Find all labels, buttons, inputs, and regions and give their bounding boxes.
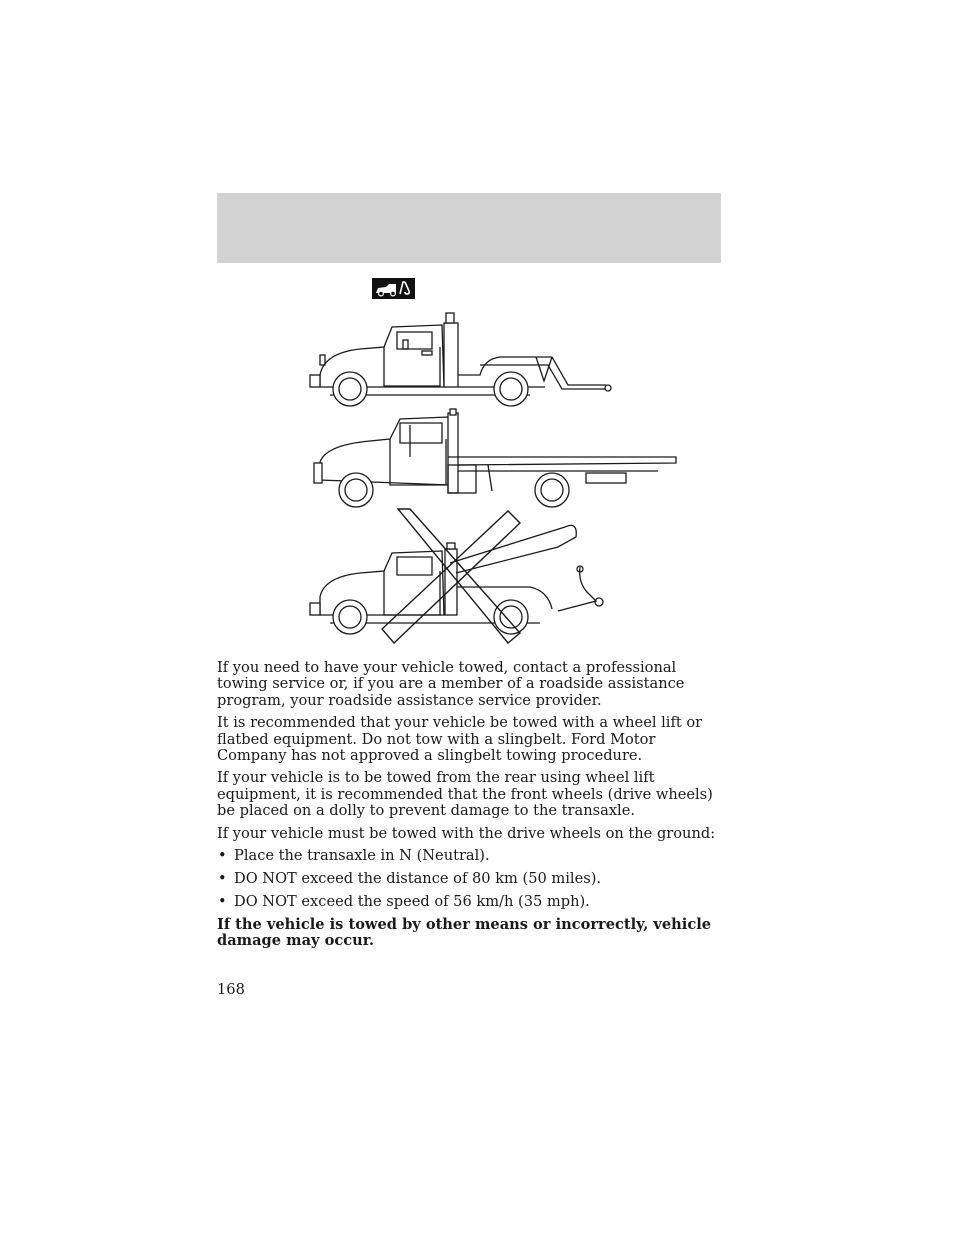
bullet-icon: • (218, 847, 227, 865)
paragraph: If your vehicle is to be towed from the rear using wheel lift equipment, it is recommended that the front wheels (drive wheels) be placed on a dolly to prevent damage to the transaxle. (217, 769, 713, 820)
list-item (217, 894, 722, 910)
paragraph: If you need to have your vehicle towed, contact a professional towing service or, if you are a member of a roadside assistance program, your roadside assistance service provider. (217, 659, 685, 709)
warning-text: If the vehicle is towed by other means or incorrectly, vehicle damage may occur. (217, 915, 712, 950)
towing-methods-illustration (300, 305, 690, 650)
flatbed-truck (314, 409, 676, 507)
section-header-bar (217, 193, 721, 263)
body-text (217, 660, 722, 956)
slingbelt-truck (310, 509, 603, 643)
list-item-text: DO NOT exceed the distance of 80 km (50 miles). (234, 869, 602, 887)
list-item (217, 848, 722, 864)
tow-truck-icon (372, 278, 415, 299)
list-item (217, 871, 722, 887)
bullet-icon: • (218, 892, 227, 910)
wheel-lift-truck (310, 313, 611, 406)
page-number: 168 (217, 981, 245, 998)
bullet-list (217, 848, 722, 910)
list-item-text: DO NOT exceed the speed of 56 km/h (35 mph). (234, 892, 590, 910)
list-item-text: Place the transaxle in N (Neutral). (234, 847, 490, 865)
paragraph: If your vehicle must be towed with the drive wheels on the ground: (217, 824, 716, 842)
bullet-icon: • (218, 869, 227, 887)
paragraph: It is recommended that your vehicle be towed with a wheel lift or flatbed equipment. Do not tow with a slingbelt. Ford Motor Company has not approved a slingbelt towing procedure. (217, 714, 703, 765)
